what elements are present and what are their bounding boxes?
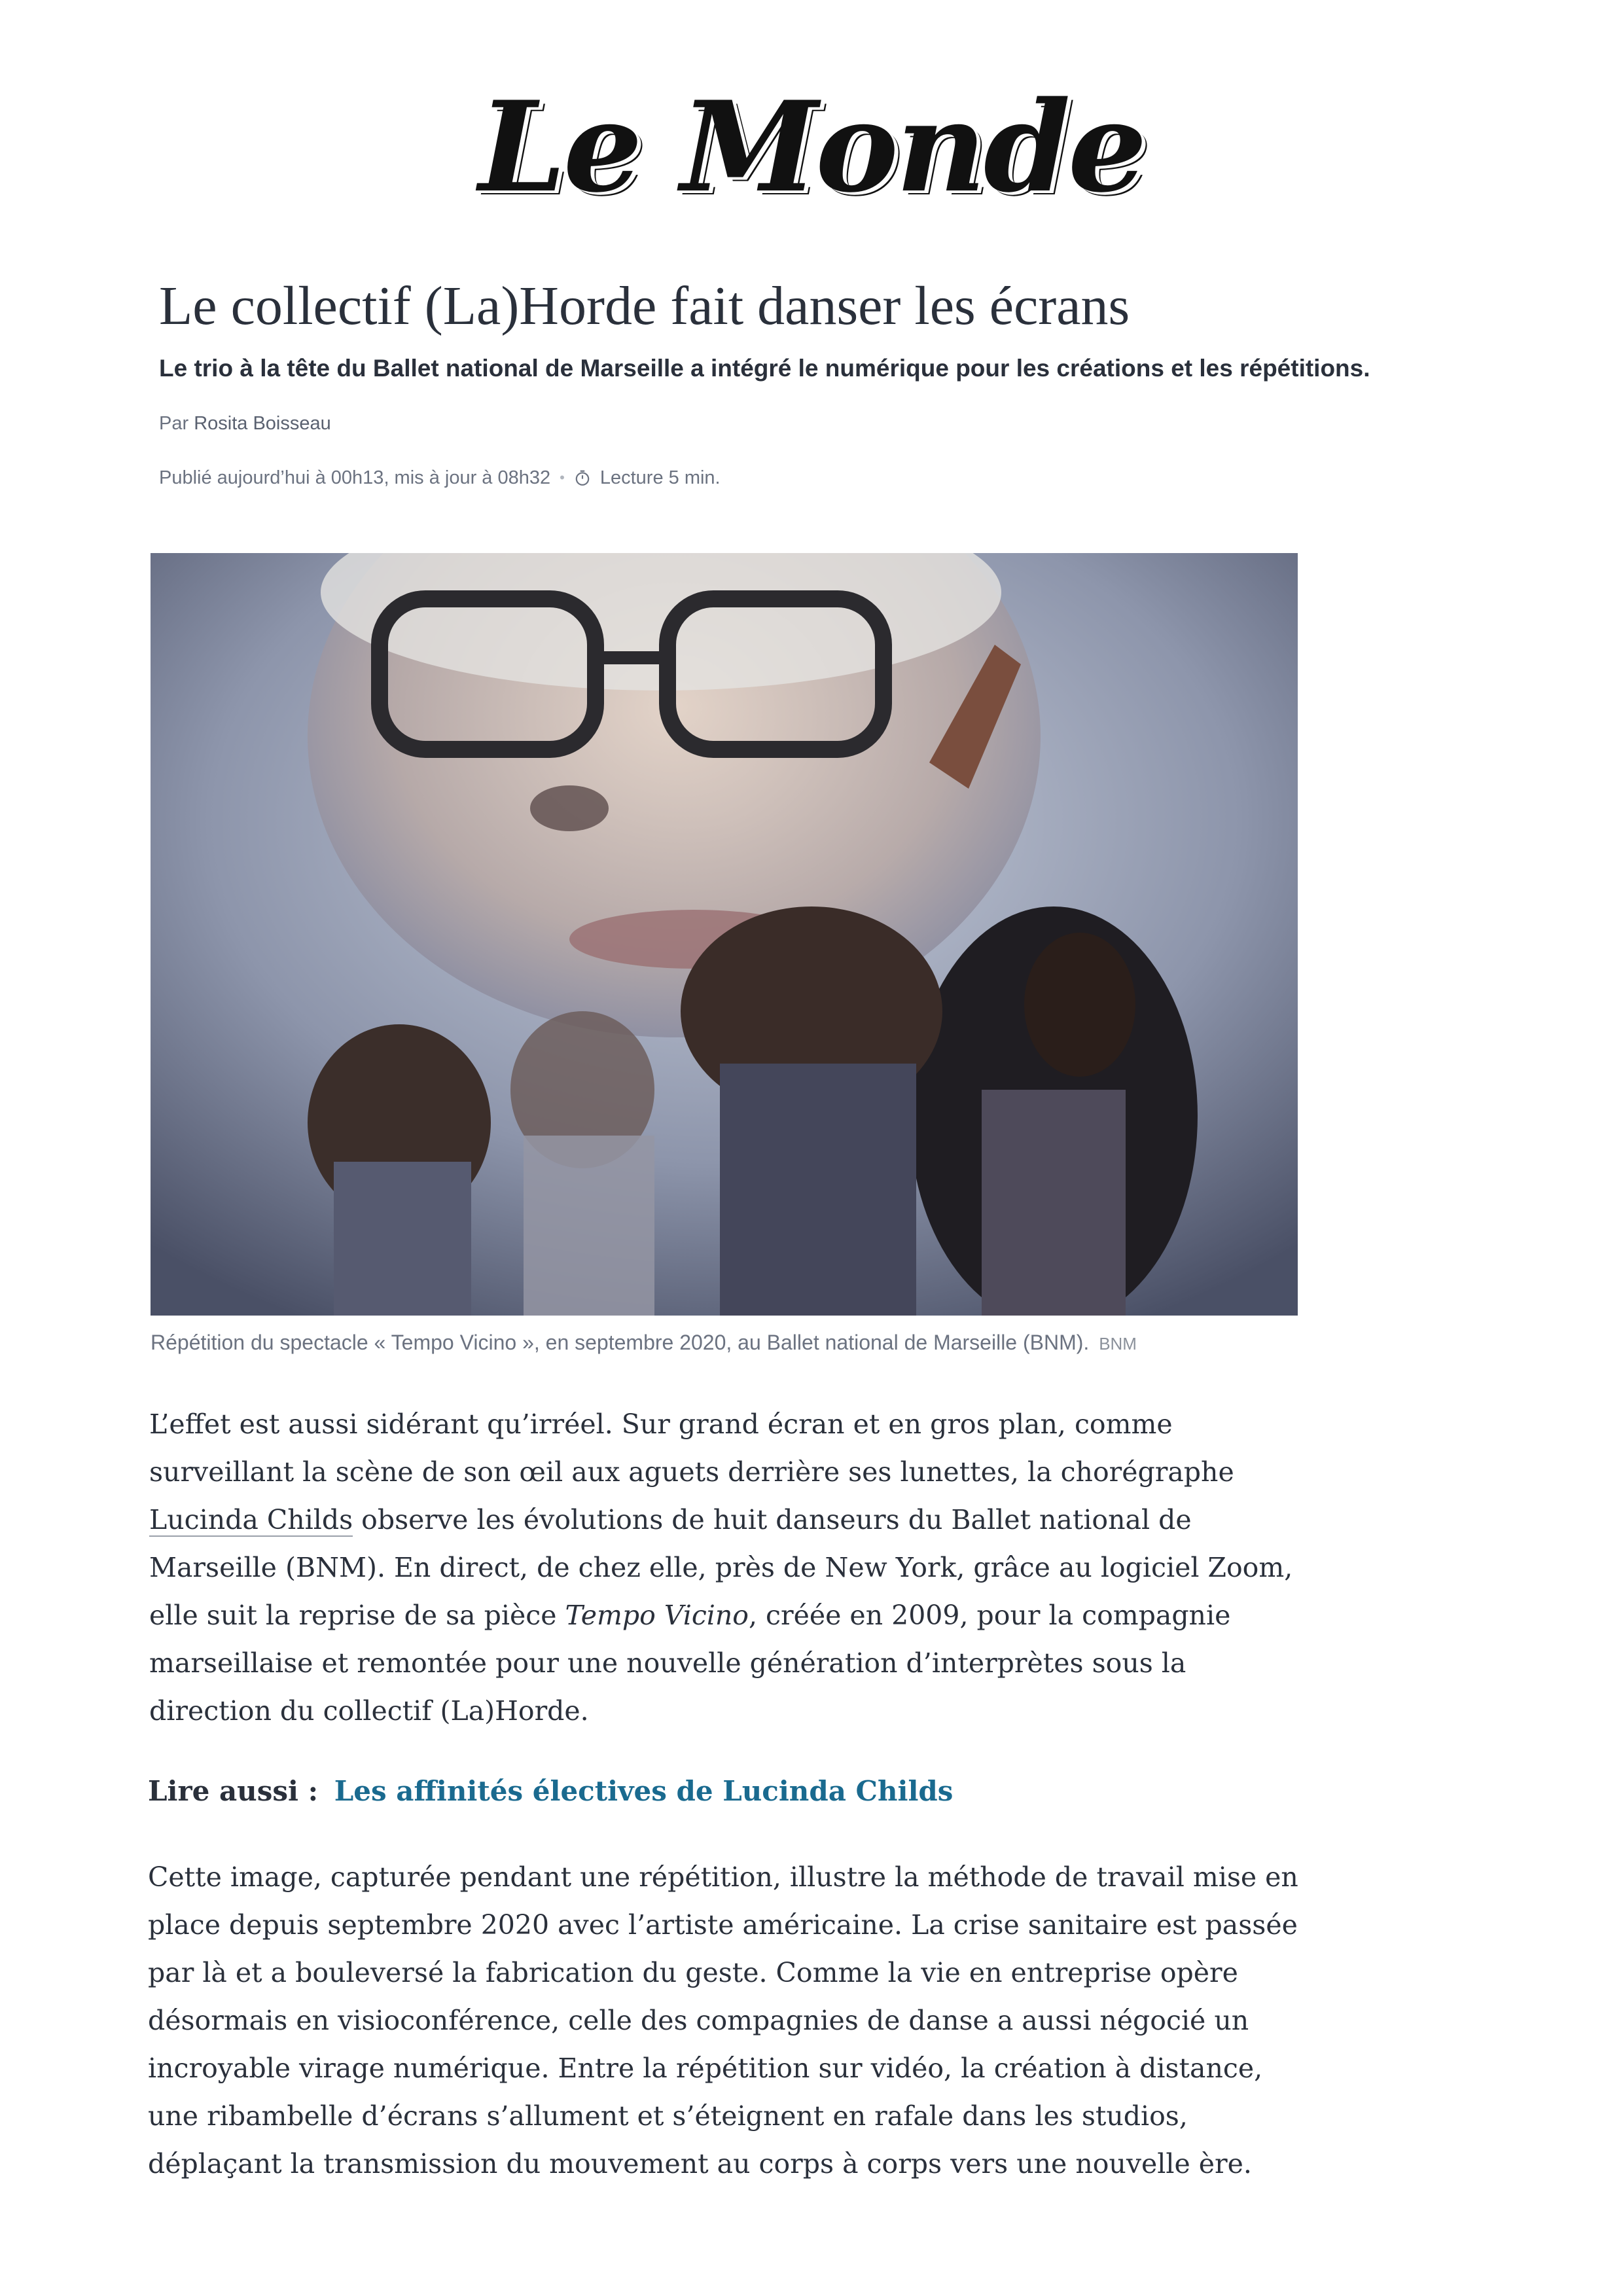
article-header (159, 275, 1461, 489)
le-monde-logo[interactable]: Le Monde (478, 74, 1145, 220)
work-title: Tempo Vicino (565, 1600, 749, 1631)
read-also-link[interactable]: Les affinités électives de Lucinda Childs (334, 1775, 954, 1807)
masthead (0, 74, 1623, 220)
lucinda-childs-link[interactable]: Lucinda Childs (149, 1504, 353, 1535)
photo-credit: BNM (1099, 1334, 1137, 1354)
article-headline: Le collectif (La)Horde fait danser les écrans (159, 276, 1130, 336)
meta-separator: • (560, 469, 565, 486)
read-also (148, 1775, 953, 1807)
dancers-photo-illustration (151, 553, 1298, 1316)
paragraph-1-part-2: observe les évolutions de huit danseurs du Ballet national de Marseille (BNM). En direct, de chez elle, près de New York, grâce au logiciel Zoom, elle suit la reprise de sa pièce (149, 1504, 1293, 1631)
byline-prefix: Par (159, 412, 189, 434)
byline (159, 413, 1461, 435)
paragraph-1-part-1: L’effet est aussi sidérant qu’irréel. Sur grand écran et en gros plan, comme surveillant la scène de son œil aux aguets derrière ses lunettes, la chorégraphe (149, 1408, 1234, 1488)
article-paragraph-1 (149, 1401, 1314, 1735)
caption-text: Répétition du spectacle « Tempo Vicino », en septembre 2020, au Ballet national de Marseille (BNM). (151, 1331, 1090, 1354)
read-also-label: Lire aussi : (148, 1775, 319, 1807)
article-paragraph-2: Cette image, capturée pendant une répétition, illustre la méthode de travail mise en place depuis septembre 2020 avec l’artiste américaine. La crise sanitaire est passée par là et a bouleversé la fabrication du geste. Comme la vie en entreprise opère désormais en visioconférence, celle des compagnies de danse a aussi négocié un incroyable virage numérique. Entre la répétition sur vidéo, la création à distance, une ribambelle d’écrans s’allument et s’éteignent en rafale dans les studios, déplaçant la transmission du mouvement au corps à corps vers une nouvelle ère. (148, 1861, 1298, 2179)
photo-caption (151, 1331, 1302, 1355)
author-name[interactable]: Rosita Boisseau (194, 412, 331, 434)
paragraph-1-part-3: , créée en 2009, pour la compagnie marseillaise et remontée pour une nouvelle génération d’interprètes sous la direction du collectif (La)Horde. (149, 1600, 1231, 1727)
reading-time: Lecture 5 min. (599, 467, 721, 488)
clock-icon (574, 469, 591, 486)
article-standfirst: Le trio à la tête du Ballet national de Marseille a intégré le numérique pour les créations et les répétitions. (159, 354, 1370, 382)
publication-meta (159, 467, 1461, 489)
publication-date: Publié aujourd’hui à 00h13, mis à jour à 08h32 (159, 467, 551, 488)
article-photo (151, 553, 1298, 1316)
